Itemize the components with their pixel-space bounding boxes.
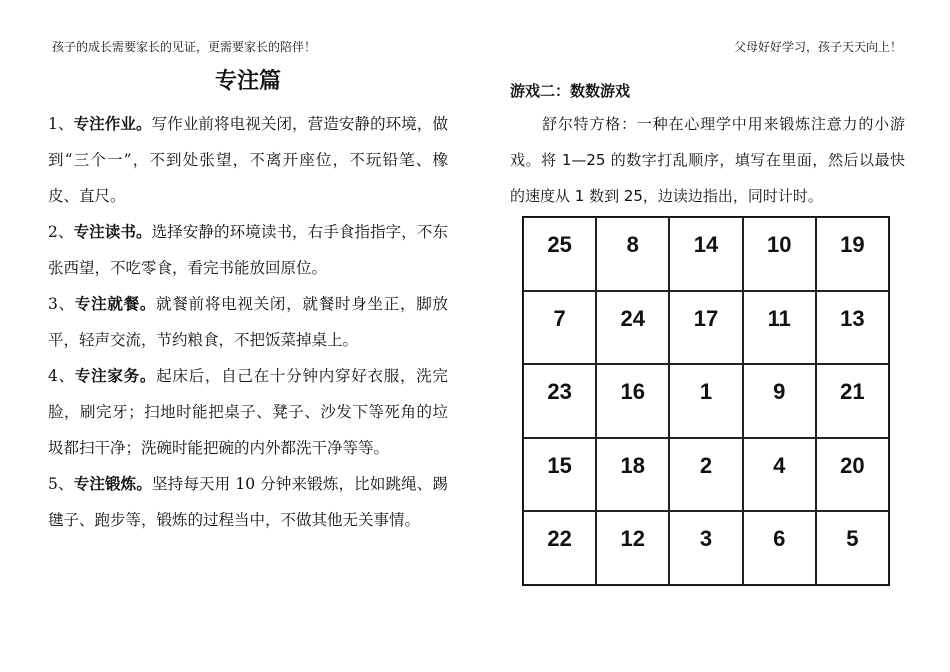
item-title: 专注锻炼。	[73, 475, 152, 493]
grid-cell: 24	[596, 291, 669, 365]
grid-cell: 25	[523, 217, 596, 291]
grid-cell: 14	[669, 217, 742, 291]
game-section	[510, 76, 905, 214]
grid-cell: 22	[523, 511, 596, 585]
grid-cell: 2	[669, 438, 742, 512]
focus-item	[48, 214, 448, 286]
item-text: 坚持每天用 10 分钟来锻炼，比如跳绳、踢毽子、跑步等，锻炼的过程当中，不做其他无关事情。	[48, 475, 448, 529]
item-text: 起床后，自己在十分钟内穿好衣服，洗完脸，刷完牙；扫地时能把桌子、凳子、沙发下等死角的垃圾都扫干净；洗碗时能把碗的内外都洗干净等等。	[48, 367, 448, 457]
item-title: 专注家务。	[74, 367, 157, 385]
focus-item	[48, 106, 448, 214]
item-number: 5、	[48, 475, 74, 493]
item-title: 专注作业。	[73, 115, 152, 133]
grid-cell: 19	[816, 217, 889, 291]
focus-item	[48, 358, 448, 466]
grid-cell: 20	[816, 438, 889, 512]
grid-cell: 15	[523, 438, 596, 512]
focus-section	[48, 66, 448, 538]
grid-cell: 16	[596, 364, 669, 438]
item-title: 专注读书。	[73, 223, 152, 241]
grid-cell: 1	[669, 364, 742, 438]
game-title: 游戏二：数数游戏	[510, 82, 631, 100]
grid-cell: 3	[669, 511, 742, 585]
grid-cell: 23	[523, 364, 596, 438]
grid-cell: 17	[669, 291, 742, 365]
game-description: 舒尔特方格：一种在心理学中用来锻炼注意力的小游戏。将 1—25 的数字打乱顺序，填写在里面，然后以最快的速度从 1 数到 25，边读边指出，同时计时。	[510, 115, 905, 205]
grid-cell: 4	[743, 438, 816, 512]
grid-cell: 13	[816, 291, 889, 365]
schulte-grid	[522, 216, 890, 586]
item-title: 专注就餐。	[74, 295, 157, 313]
item-text: 写作业前将电视关闭，营造安静的环境，做到“三个一”，不到处张望，不离开座位，不玩铅笔、橡皮、直尺。	[48, 115, 448, 205]
grid-cell: 5	[816, 511, 889, 585]
focus-item	[48, 466, 448, 538]
item-number: 3、	[48, 295, 75, 313]
item-text: 选择安静的环境读书，右手食指指字，不东张西望，不吃零食，看完书能放回原位。	[48, 223, 448, 277]
item-number: 1、	[48, 115, 74, 133]
item-number: 2、	[48, 223, 74, 241]
grid-cell: 8	[596, 217, 669, 291]
grid-cell: 7	[523, 291, 596, 365]
section-title: 专注篇	[214, 69, 281, 94]
focus-item	[48, 286, 448, 358]
grid-cell: 6	[743, 511, 816, 585]
grid-cell: 10	[743, 217, 816, 291]
grid-cell: 11	[743, 291, 816, 365]
grid-cell: 21	[816, 364, 889, 438]
grid-cell: 12	[596, 511, 669, 585]
header-slogan-right: 父母好好学习，孩子天天向上！	[733, 40, 902, 54]
header-slogan-left: 孩子的成长需要家长的见证，更需要家长的陪伴！	[52, 40, 317, 54]
grid-cell: 18	[596, 438, 669, 512]
item-number: 4、	[48, 367, 75, 385]
grid-cell: 9	[743, 364, 816, 438]
item-text: 就餐前将电视关闭，就餐时身坐正，脚放平，轻声交流，节约粮食，不把饭菜掉桌上。	[48, 295, 448, 349]
